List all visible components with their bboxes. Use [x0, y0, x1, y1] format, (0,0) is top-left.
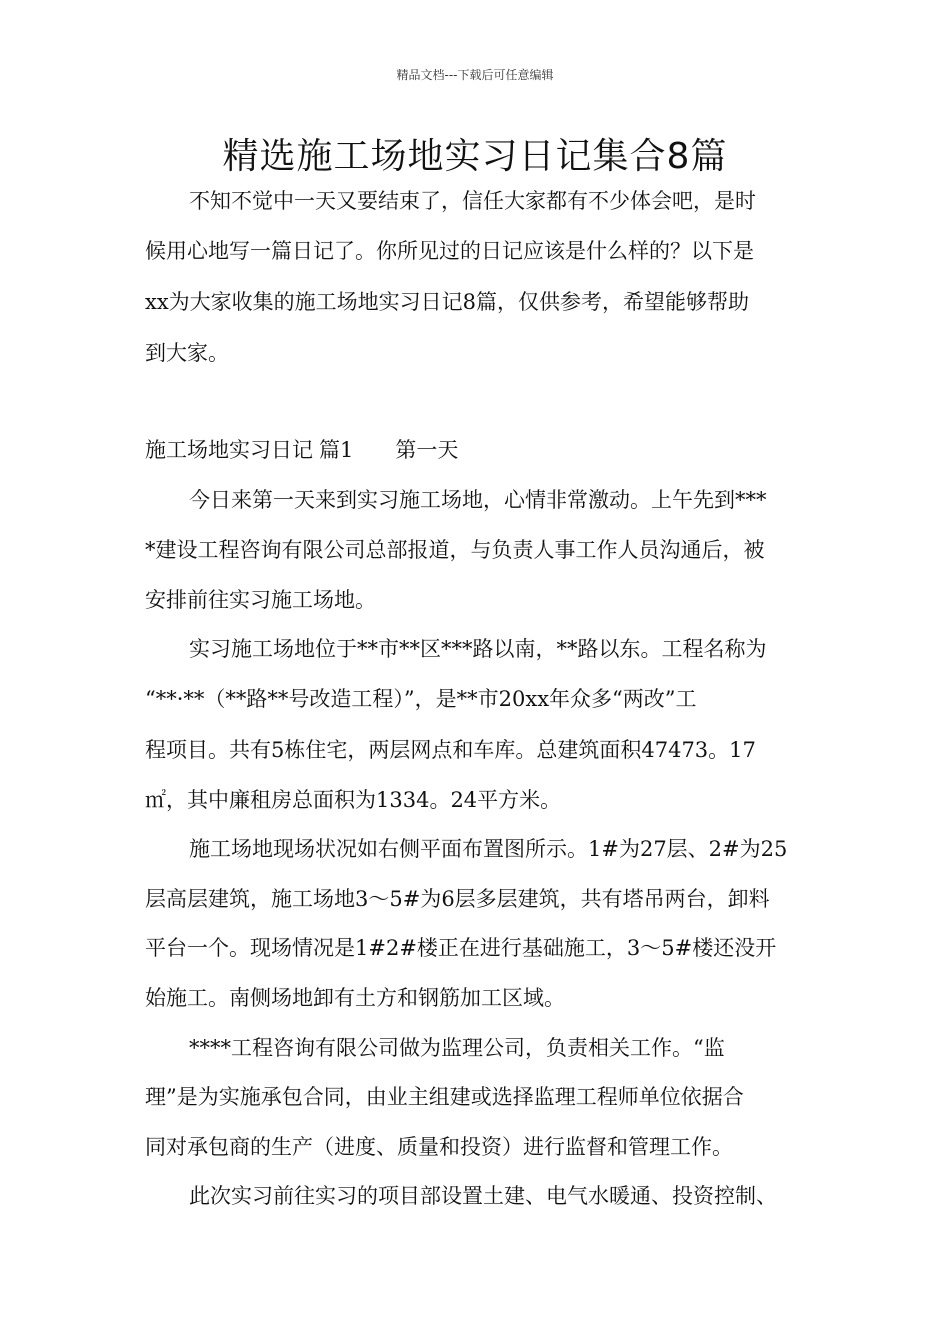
- paragraph-line: 平台一个。现场情况是1#2#楼正在进行基础施工，3～5#楼还没开: [145, 936, 777, 960]
- section-label: 施工场地实习日记: [145, 438, 313, 462]
- intro-line: 不知不觉中一天又要结束了，信任大家都有不少体会吧，是时: [189, 189, 756, 213]
- paragraph-line: ㎡，其中廉租房总面积为1334。24平方米。: [145, 788, 562, 812]
- paragraph-line: 实习施工场地位于**市**区***路以南，**路以东。工程名称为: [189, 637, 767, 661]
- paragraph-line: 层高层建筑，施工场地3～5#为6层多层建筑，共有塔吊两台，卸料: [145, 887, 770, 911]
- intro-line: 到大家。: [145, 341, 229, 365]
- paragraph-line: *建设工程咨询有限公司总部报道，与负责人事工作人员沟通后，被: [145, 538, 765, 562]
- section-number: 篇1: [319, 438, 354, 462]
- intro-line: xx为大家收集的施工场地实习日记8篇，仅供参考，希望能够帮助: [145, 290, 750, 314]
- paragraph-line: 此次实习前往实习的项目部设置土建、电气水暖通、投资控制、: [189, 1184, 777, 1208]
- intro-line: 候用心地写一篇日记了。你所见过的日记应该是什么样的？以下是: [145, 239, 754, 263]
- page-header: 精品文档---下载后可任意编辑: [396, 68, 554, 82]
- paragraph-line: “**·**（**路**号改造工程）”，是**市20xx年众多“两改”工: [145, 687, 697, 711]
- section-day: 第一天: [395, 438, 459, 462]
- paragraph-line: 施工场地现场状况如右侧平面布置图所示。1#为27层、2#为25: [189, 837, 788, 861]
- paragraph-line: 理”是为实施承包合同，由业主组建或选择监理工程师单位依据合: [145, 1085, 744, 1109]
- paragraph-line: ****工程咨询有限公司做为监理公司，负责相关工作。“监: [189, 1036, 725, 1060]
- paragraph-line: 始施工。南侧场地卸有土方和钢筋加工区域。: [145, 986, 565, 1010]
- paragraph-line: 今日来第一天来到实习施工场地，心情非常激动。上午先到***: [189, 488, 767, 512]
- paragraph-line: 程项目。共有5栋住宅，两层网点和车库。总建筑面积47473。17: [145, 738, 756, 762]
- paragraph-line: 同对承包商的生产（进度、质量和投资）进行监督和管理工作。: [145, 1135, 733, 1159]
- paragraph-line: 安排前往实习施工场地。: [145, 588, 376, 612]
- document-title: 精选施工场地实习日记集合8篇: [222, 136, 728, 177]
- section-heading: [145, 435, 458, 465]
